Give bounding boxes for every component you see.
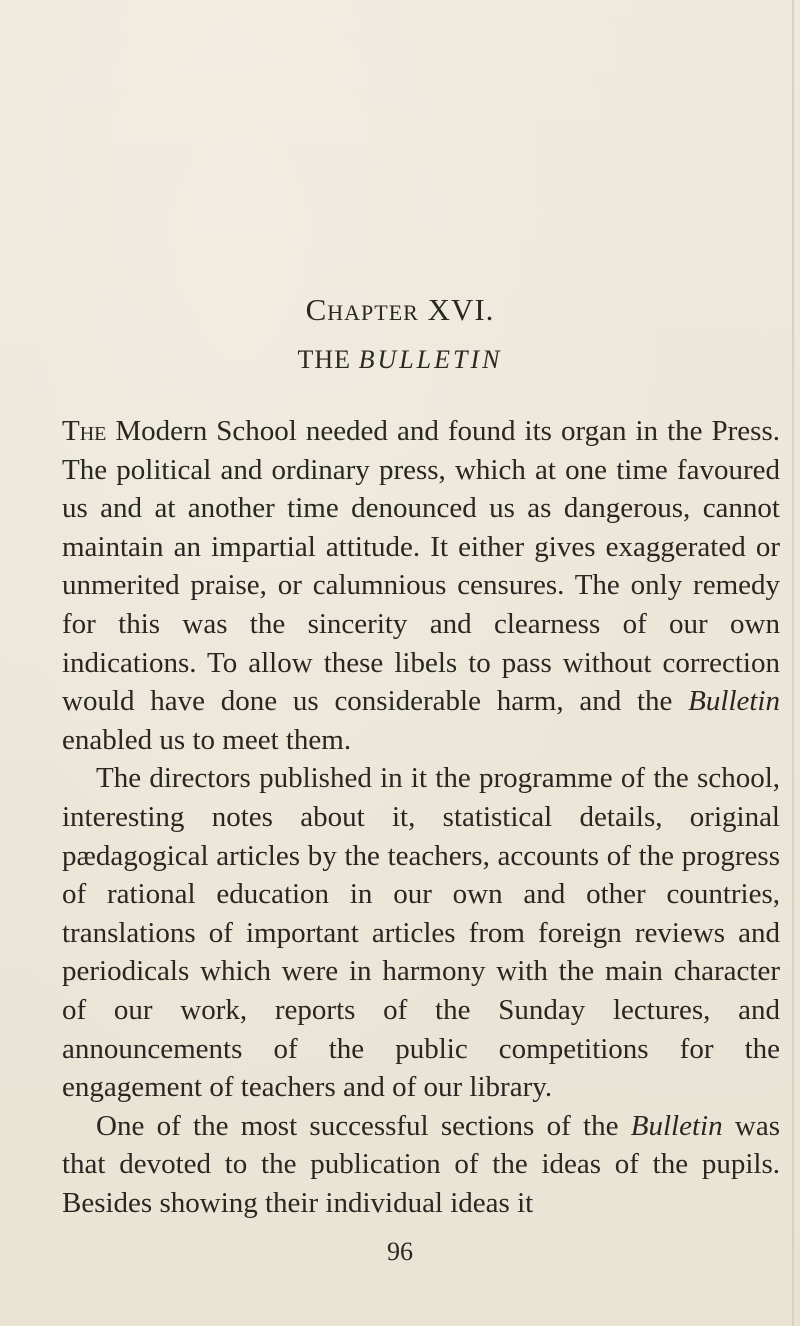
page-edge-shadow [792,0,794,1326]
paragraph-2 [62,759,780,1106]
paragraph-3 [62,1107,780,1223]
paragraph-1-tail: enabled us to meet them. [62,723,352,756]
paragraph-1 [62,412,780,759]
paragraph-3-tail: was that devoted to the publication of the ideas of the pupils. Besides showing their individual ideas it [62,1109,780,1219]
paragraph-1-lead: The [62,415,107,447]
section-heading-title: BULLETIN [358,345,503,374]
page-number: 96 [387,1237,413,1266]
paragraph-3-italic: Bulletin [630,1109,723,1142]
paragraph-1-italic: Bulletin [688,685,780,718]
paragraph-2-text: The directors published in it the programme of the school, interesting notes about it, statistical details, original pædagogical articles by the teachers, accounts of the progress of rational education in our own and other countries, translations of important articles from foreign reviews and periodicals which were in harmony with the main character of our work, reports of the Sunday lectures, and announcements of the public competitions for the engagement of teachers and of our library. [62,762,780,1104]
section-heading-prefix: THE [297,345,352,374]
paragraph-3-text: One of the most successful sections of the [96,1109,631,1142]
section-heading [0,345,800,375]
chapter-heading: Chapter XVI. [305,292,495,327]
paragraph-1-text: Modern School needed and found its organ in the Press. The political and ordinary press, which at one time favoured us and at another time denounced us as dangerous, cannot maintain an impartial attitude. It either gives exaggerated or unmerited praise, or calumnious censures. The only remedy for this was the sincerity and clearness of our own indications. To allow these libels to pass without correction would have done us considerable harm, and the [62,415,780,718]
body-text [62,412,780,1222]
